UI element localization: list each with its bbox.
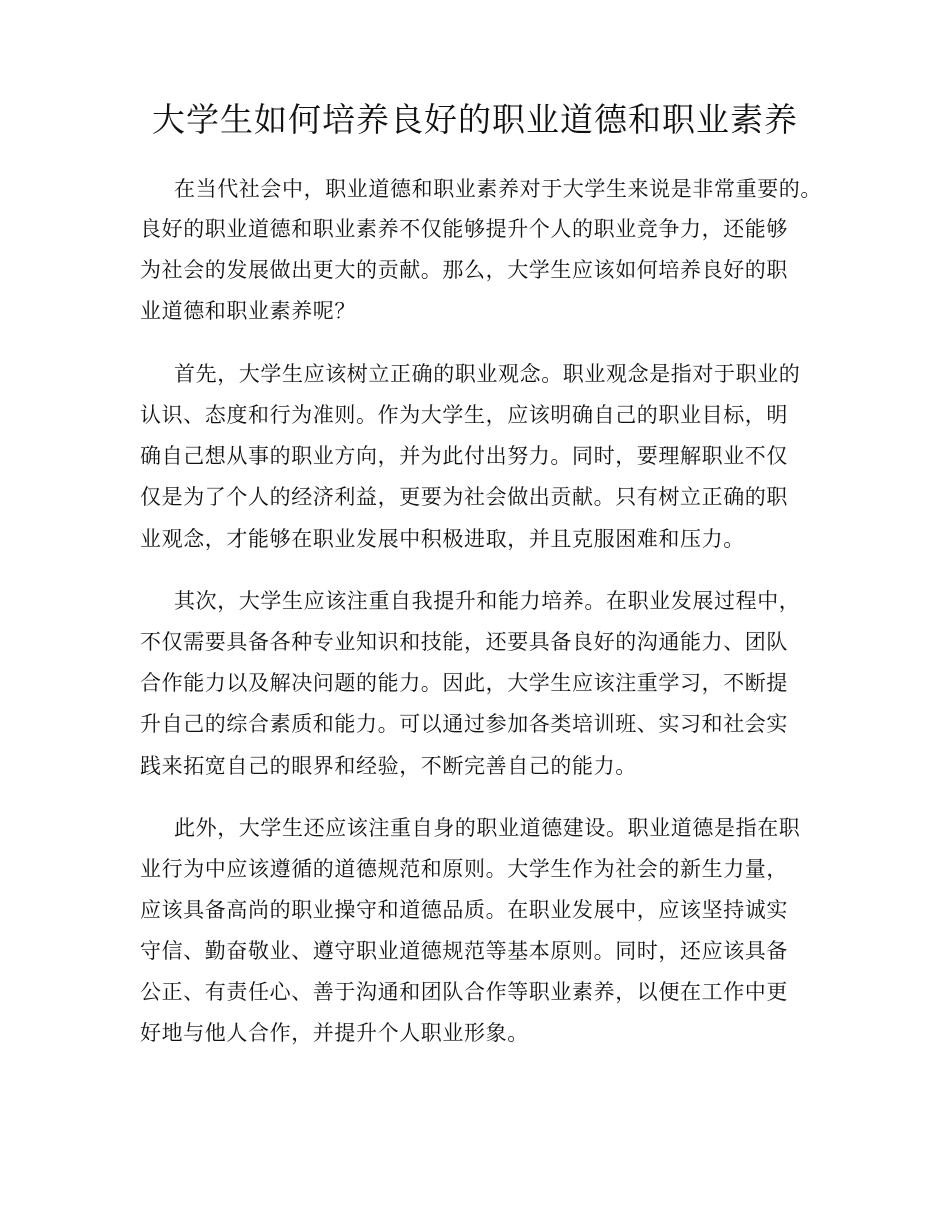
paragraph-line: 践来拓宽自己的眼界和经验，不断完善自己的能力。 xyxy=(140,754,637,778)
paragraph-line: 好地与他人合作，并提升个人职业形象。 xyxy=(140,1021,529,1045)
paragraph-line: 守信、勤奋敬业、遵守职业道德规范等基本原则。同时，还应该具备 xyxy=(140,939,788,963)
paragraph-line: 确自己想从事的职业方向，并为此付出努力。同时，要理解职业不仅 xyxy=(140,444,788,468)
paragraph-line: 认识、态度和行为准则。作为大学生，应该明确自己的职业目标，明 xyxy=(140,403,788,427)
paragraph-line: 业行为中应该遵循的道德规范和原则。大学生作为社会的新生力量， xyxy=(140,857,788,881)
paragraph-line: 合作能力以及解决问题的能力。因此，大学生应该注重学习，不断提 xyxy=(140,671,788,695)
paragraph-line: 在当代社会中，职业道德和职业素养对于大学生来说是非常重要的。 xyxy=(174,177,822,201)
paragraph-line: 公正、有责任心、善于沟通和团队合作等职业素养，以便在工作中更 xyxy=(140,980,788,1004)
paragraph-line: 升自己的综合素质和能力。可以通过参加各类培训班、实习和社会实 xyxy=(140,712,788,736)
paragraph-line: 业道德和职业素养呢？ xyxy=(140,299,356,323)
paragraph-line: 应该具备高尚的职业操守和道德品质。在职业发展中，应该坚持诚实 xyxy=(140,898,788,922)
paragraph-line: 仅是为了个人的经济利益，更要为社会做出贡献。只有树立正确的职 xyxy=(140,485,788,509)
paragraph-line: 不仅需要具备各种专业知识和技能，还要具备良好的沟通能力、团队 xyxy=(140,630,788,654)
paragraph-line: 良好的职业道德和职业素养不仅能够提升个人的职业竞争力，还能够 xyxy=(140,217,788,241)
paragraph-line: 为社会的发展做出更大的贡献。那么，大学生应该如何培养良好的职 xyxy=(140,258,788,282)
paragraph-line: 其次，大学生应该注重自我提升和能力培养。在职业发展过程中， xyxy=(174,589,801,613)
paragraph-line: 业观念，才能够在职业发展中积极进取，并且克服困难和压力。 xyxy=(140,527,745,551)
document-title: 大学生如何培养良好的职业道德和职业素养 xyxy=(152,100,798,139)
paragraph-line: 首先，大学生应该树立正确的职业观念。职业观念是指对于职业的 xyxy=(174,362,801,386)
paragraph-line: 此外，大学生还应该注重自身的职业道德建设。职业道德是指在职 xyxy=(174,816,801,840)
